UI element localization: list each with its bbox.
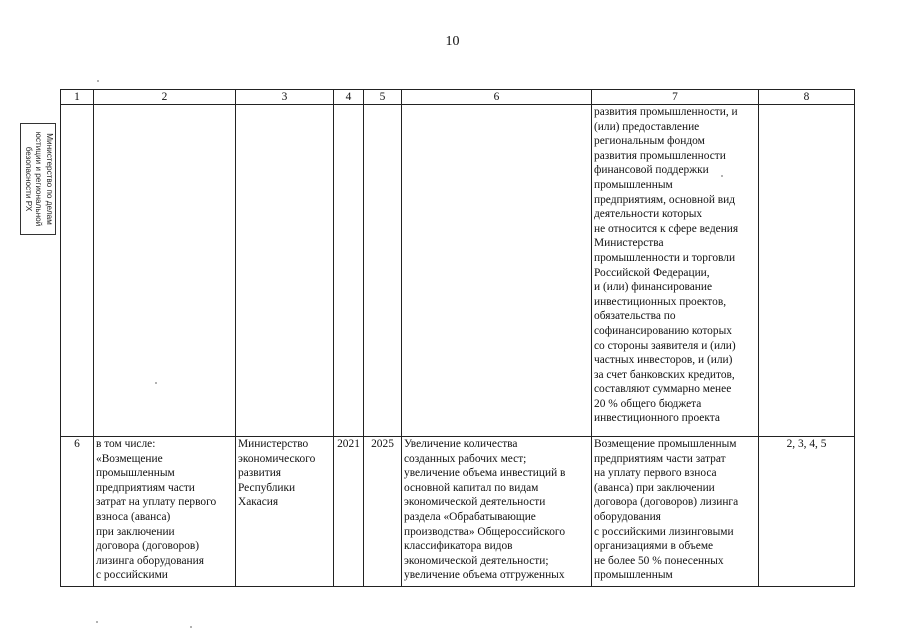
cell-line: региональным фондом (594, 135, 705, 148)
scan-speck (96, 621, 98, 623)
scan-speck (190, 626, 192, 628)
cell-line: при заключении (96, 525, 175, 538)
cell-line: Российской Федерации, (594, 266, 710, 279)
program-measures-table (60, 89, 855, 587)
cell-line: Республики (238, 481, 296, 494)
stamp-line: юстиции и региональной (34, 131, 44, 227)
registration-stamp (20, 123, 56, 235)
cell-line: финансовой поддержки (594, 164, 709, 177)
table-cell (759, 105, 855, 437)
table-cell (334, 437, 364, 587)
scan-speck (155, 382, 157, 384)
column-header: 2 (94, 90, 236, 105)
cell-line: с российскими (96, 569, 168, 582)
cell-line: предприятиям, основной вид (594, 193, 736, 206)
cell-line: 6 (74, 438, 80, 450)
cell-line: (аванса) при заключении (594, 481, 715, 494)
scan-speck (97, 80, 99, 82)
table-cell (402, 105, 592, 437)
cell-line: оборудования (594, 510, 661, 523)
cell-line: развития промышленности (594, 149, 726, 162)
cell-line: организациями в объеме (594, 540, 714, 553)
cell-line: промышленным (594, 569, 673, 582)
cell-line: софинансированию которых (594, 324, 732, 337)
cell-line: развития (238, 467, 282, 480)
cell-line: инвестиционного проекта (594, 412, 720, 425)
cell-line: промышленным (594, 178, 673, 191)
cell-line: Министерства (594, 237, 664, 250)
cell-line: лизинга оборудования (96, 554, 204, 567)
cell-line: «Возмещение (96, 452, 163, 465)
column-header: 7 (592, 90, 759, 105)
table-cell (236, 437, 334, 587)
table-cell (236, 105, 334, 437)
scan-speck (721, 175, 723, 177)
cell-line: не более 50 % понесенных (594, 554, 724, 567)
cell-line: 2, 3, 4, 5 (786, 438, 827, 450)
table-cell (61, 105, 94, 437)
cell-line: 2021 (337, 438, 360, 450)
cell-line: созданных рабочих мест; (404, 452, 527, 465)
stamp-text (22, 125, 54, 233)
table-row (61, 105, 855, 437)
table-cell (759, 437, 855, 587)
cell-line: предприятиям части затрат (594, 452, 726, 465)
stamp-line: Министерство по делам (44, 133, 54, 225)
table-cell (61, 437, 94, 587)
cell-line: классификатора видов (404, 540, 513, 553)
cell-line: раздела «Обрабатывающие (404, 510, 536, 523)
cell-line: Министерство (238, 438, 309, 450)
page-number: 10 (445, 34, 460, 49)
cell-line: и (или) финансирование (594, 281, 713, 294)
table-cell (592, 105, 759, 437)
cell-line: инвестиционных проектов, (594, 295, 727, 308)
table-cell (364, 437, 402, 587)
table-cell (364, 105, 402, 437)
cell-line: затрат на уплату первого (96, 496, 217, 509)
cell-line: увеличение объема инвестиций в (404, 467, 566, 480)
stamp-line: безопасности РХ (23, 146, 33, 212)
cell-line: договора (договоров) (96, 540, 200, 553)
table-cell (334, 105, 364, 437)
table-cell (402, 437, 592, 587)
cell-line: промышленным (96, 467, 175, 480)
column-header: 1 (61, 90, 94, 105)
table-header-row (61, 90, 855, 105)
cell-line: обязательства по (594, 310, 676, 323)
cell-line: на уплату первого взноса (594, 467, 717, 480)
cell-line: экономической деятельности; (404, 554, 549, 567)
cell-line: промышленности и торговли (594, 251, 736, 264)
cell-line: в том числе: (96, 438, 156, 450)
cell-line: 20 % общего бюджета (594, 397, 702, 410)
cell-line: с российскими лизинговыми (594, 525, 734, 538)
cell-line: развития промышленности, и (594, 106, 738, 118)
cell-line: со стороны заявителя и (или) (594, 339, 736, 352)
cell-line: экономического (238, 452, 316, 465)
table-row (61, 437, 855, 587)
cell-line: основной капитал по видам (404, 481, 539, 494)
cell-line: производства» Общероссийского (404, 525, 566, 538)
cell-line: Хакасия (238, 496, 279, 509)
cell-line: составляют суммарно менее (594, 383, 732, 396)
cell-line: не относится к сфере ведения (594, 222, 739, 235)
cell-line: экономической деятельности (404, 496, 546, 509)
cell-line: частных инвесторов, и (или) (594, 354, 733, 367)
cell-line: за счет банковских кредитов, (594, 368, 735, 381)
cell-line: деятельности которых (594, 208, 703, 221)
column-header: 3 (236, 90, 334, 105)
column-header: 8 (759, 90, 855, 105)
cell-line: предприятиям части (96, 481, 195, 494)
cell-line: увеличение объема отгруженных (404, 569, 565, 582)
cell-line: (или) предоставление (594, 120, 700, 133)
cell-line: договора (договоров) лизинга (594, 496, 739, 509)
table-cell (592, 437, 759, 587)
table-cell (94, 437, 236, 587)
column-header: 4 (334, 90, 364, 105)
cell-line: 2025 (371, 438, 394, 450)
column-header: 6 (402, 90, 592, 105)
cell-line: Возмещение промышленным (594, 438, 737, 450)
cell-line: Увеличение количества (404, 438, 518, 450)
cell-line: взноса (аванса) (96, 510, 171, 523)
table-cell (94, 105, 236, 437)
column-header: 5 (364, 90, 402, 105)
